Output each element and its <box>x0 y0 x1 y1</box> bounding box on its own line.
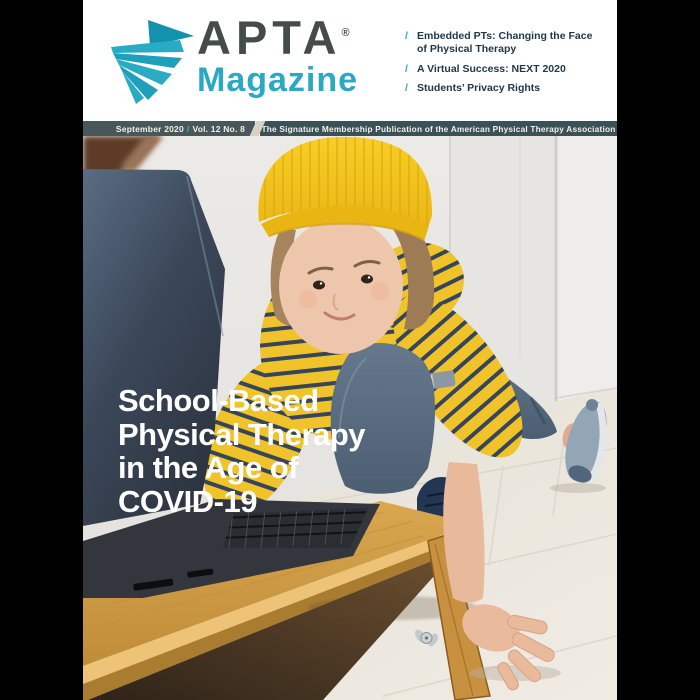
blush-left <box>299 290 317 308</box>
issue-bar <box>83 121 617 136</box>
issue-tagline: The Signature Membership Publication of the American Physical Therapy Association <box>260 121 617 136</box>
eye-glint <box>368 276 370 278</box>
gray-sneaker-shadow <box>550 483 606 493</box>
registered-mark: ® <box>341 27 350 39</box>
headline-slash: / <box>405 62 408 75</box>
eye-left <box>313 281 325 290</box>
issue-date: September 2020 <box>115 123 184 134</box>
headline-item <box>405 30 601 56</box>
headline-text: Embedded PTs: Changing the Face of Physical Therapy <box>417 30 593 55</box>
child-head <box>253 136 438 354</box>
headline-slash: / <box>405 30 408 42</box>
headline-list <box>405 30 601 102</box>
brand-wordmark <box>197 11 359 99</box>
title-line: in the Age of <box>118 450 299 485</box>
apta-logo-icon <box>103 17 199 107</box>
headline-item <box>405 63 601 76</box>
door-panel-right <box>556 136 617 410</box>
magazine-cover <box>83 0 617 700</box>
title-line: COVID-19 <box>118 483 257 519</box>
issue-date-volume <box>83 121 255 136</box>
headline-text: A Virtual Success: NEXT 2020 <box>417 62 566 75</box>
eye-right <box>361 275 373 284</box>
brand-magazine: Magazine <box>197 61 359 99</box>
issue-separator: / <box>186 123 190 134</box>
title-line: Physical Therapy <box>118 416 366 452</box>
issue-volume: Vol. 12 No. 8 <box>192 123 245 134</box>
eye-glint <box>320 282 322 284</box>
headline-text: Students’ Privacy Rights <box>417 82 541 95</box>
cover-photo <box>83 136 617 700</box>
brand-name: APTA <box>197 11 342 64</box>
headline-item <box>405 82 601 95</box>
masthead <box>83 0 617 121</box>
title-line: School-Based <box>118 383 319 418</box>
blush-right <box>371 282 389 300</box>
cover-story-title <box>118 384 365 518</box>
headline-slash: / <box>405 82 408 95</box>
